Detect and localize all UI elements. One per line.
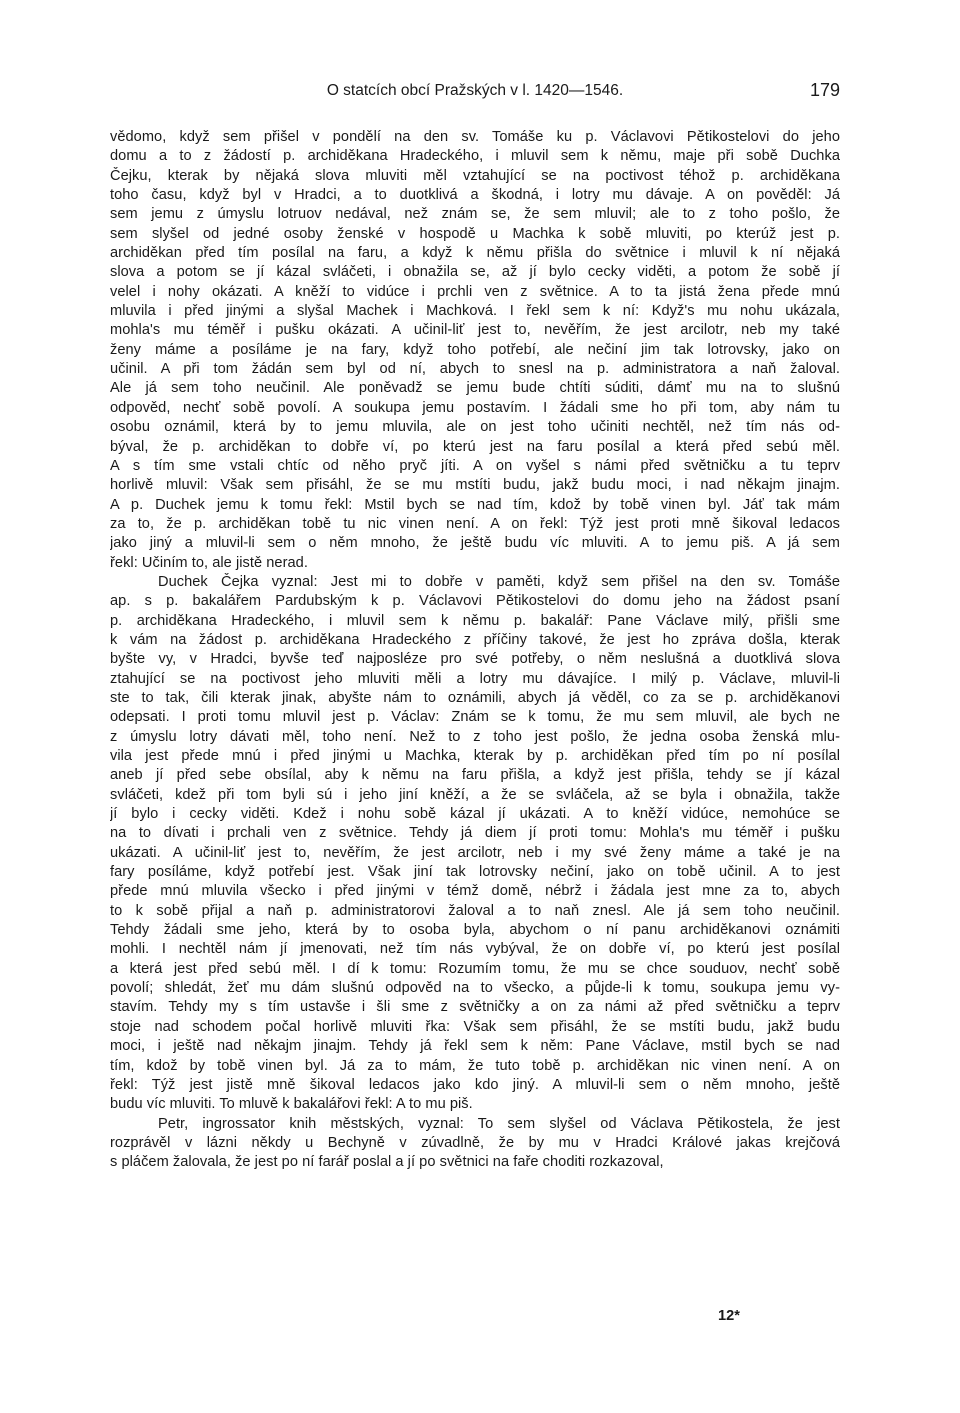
text-line: řekl: Učiním to, ale jistě nerad. bbox=[110, 554, 308, 571]
text-line: jako jiný a mluvil-li sem o něm mnoho, že ještě budu víc mluviti. A to jemu piš. A já sem bbox=[110, 535, 840, 552]
text-line: z úmyslu lotry dávati měl, toho není. Než to z toho jest pošlo, že jedna osoba ženská mlu- bbox=[110, 728, 840, 745]
text-line: ztahující se na poctivost jeho mluviti měli a lotry mu dávajíce. I milý p. Václave, mluvil-li bbox=[110, 670, 840, 687]
text-line: vila jest přede mnú i před jinými u Machka, kterak by p. archiděkan před tím po ní posílal bbox=[110, 748, 840, 764]
signature-mark: 12* bbox=[718, 1308, 740, 1324]
page-number: 179 bbox=[809, 80, 840, 100]
text-line: to k sobě přijal a naň p. administratorovi žaloval a to naň znesl. Ale já sem toho neučinil. bbox=[110, 902, 840, 919]
running-head: O statcích obcí Pražských v l. 1420—1546. bbox=[326, 82, 624, 99]
text-line: býval, že p. archiděkan to dobře ví, po kterú jest na faru posílal a která před sebú měl. bbox=[110, 438, 840, 455]
text-line: rozprávěl v lázni někdy u Bechyně v zúvadlně, že by mu v Hradci Králové jakas krejčová bbox=[110, 1134, 840, 1151]
text-line: sem slyšel od jedné osoby ženské v hospodě u Machka k sobě mluviti, po kterúž jest p. bbox=[110, 225, 840, 242]
page-header bbox=[110, 78, 840, 106]
text-line: slova a potom se jí kázal svláčeti, i obnažila se, až jí bylo cecky viděti, a potom že sobě jí bbox=[110, 264, 840, 281]
text-line: horlivě mluvil: Však sem přisáhl, že se mu mstíti budu, jakž budu moci, i nad někajm jinajm. bbox=[110, 477, 840, 494]
text-line: vědomo, když sem přišel v pondělí na den sv. Tomáše ku p. Václavovi Pětikostelovi do jeho bbox=[110, 129, 840, 145]
text-line: ukázati. A učinil-liť jest to, nevěřím, že jest arcilotr, neb i my své ženy máme a také je na bbox=[110, 844, 840, 861]
text-line: za to, že p. archiděkan tobě tu nic vinen není. A on řekl: Týž jest proti mně šikoval ledacos bbox=[110, 515, 840, 532]
text-line: fary posíláme, když potřebí jest. Však jiní tak lotrovsky nečiní, jako on tobě učinil. A to jest bbox=[110, 864, 840, 881]
text-line: Ale já sem toho neučinil. Ale poněvadž se jemu bude chtíti súditi, dámť mu na to slušnú bbox=[110, 380, 840, 397]
text-line: na to dívati i prchali ven z světnice. Tehdy já diem jí proti tomu: Mohla's mu téměř i pušku bbox=[110, 825, 840, 842]
text-line: toho času, když byl v Hradci, a to duotklivá a škodná, i lotry mu dávaje. A on pověděl: Já bbox=[110, 187, 840, 204]
text-line: domu a to z žádostí p. archiděkana Hradeckého, i mluvil sem k němu, maje při sobě Duchka bbox=[110, 148, 840, 165]
text-line: odepsati. I proti tomu mluvil jest p. Václav: Znám se k tomu, že mu sem mluvil, ale bych ne bbox=[110, 709, 840, 726]
text-line: Čejku, kterak by nějaká slova mluviti měl vztahující se na poctivost téhož p. archiděkana bbox=[110, 167, 840, 184]
text-line: stavím. Tehdy my s tím ustavše i šli sme z světničky a on za námi až před světničku a teprv bbox=[110, 999, 840, 1016]
text-line: svláčeti, kdež při tom byli sú i jeho jiní kněží, a že se svláčela, až se byla i obnažila, takže bbox=[110, 786, 840, 803]
text-line: archiděkan před tím posílal na faru, a když k němu přišla do světnice i mluvil k ní nějaká bbox=[110, 245, 840, 262]
text-line: mohla's mu téměř i pušku okázati. A učinil-liť jest to, nevěřím, že jest arcilotr, neb my také bbox=[110, 322, 840, 339]
text-line: velel i nohy okázati. A kněží to vidúce i prchli ven z světnice. A to ta jistá žena přede mnú bbox=[110, 283, 840, 300]
text-line: osobu oznámil, která by to jemu mluvila, ale on jest toho učiniti nechtěl, než tím nás od- bbox=[110, 419, 840, 436]
text-line: Duchek Čejka vyznal: Jest mi to dobře v paměti, když sem přišel na den sv. Tomáše bbox=[158, 573, 840, 590]
text-line: a která jest před sebú měl. I dí k tomu: Rozumím tomu, že mu se chce souduov, nechť sobě bbox=[110, 960, 840, 977]
text-line: aneb jí před sebe obsílal, aby k němu na faru přišla, a když jest přišla, tehdy se jí kázal bbox=[110, 767, 840, 784]
text-line: moci, i ještě nad někajm jinajm. Tehdy já řekl sem k něm: Pane Václave, mstil bych se nad bbox=[110, 1038, 840, 1055]
text-line: Petr, ingrossator knih městských, vyznal: To sem slyšel od Václava Pětikostela, že jest bbox=[158, 1115, 840, 1132]
text-line: A p. Duchek jemu k tomu řekl: Mstil bych se nad tím, kdož by tobě vinen byl. Jáť tak mám bbox=[110, 496, 840, 513]
text-line: A s tím sme vstali chtíc od něho pryč jíti. A on vyšel s námi před světničku a tu teprv bbox=[110, 457, 840, 474]
text-line: s pláčem žalovala, že jest po ní farář poslal a jí po světnici na faře choditi rozkazoval, bbox=[110, 1154, 664, 1171]
text-line: přede mnú mluvila všecko i před jinými v témž domě, nébrž i žádala jest mne za to, abych bbox=[110, 883, 840, 900]
text-line: jí bylo i cecky viděti. Kdež i nohu sobě kázal jí ukázati. A to kněží vidúce, nemohúce se bbox=[110, 806, 840, 823]
text-line: ženy máme a posíláme je na fary, když toho potřebí, ale nečiní jim tak lotrovsky, jako on bbox=[110, 341, 840, 358]
text-line: budu víc mluviti. To mluvě k bakalářovi řekl: A to mu piš. bbox=[110, 1096, 473, 1113]
text-line: mluvila i před jinými a slyšal Machek i Machková. I řekl sem k ní: Když's mu nohu ukázala, bbox=[110, 303, 840, 320]
text-line: Tehdy žádali sme jeho, která by to osoba byla, abychom o ní panu archiděkanovi oznámiti bbox=[110, 922, 840, 939]
text-line: stoje nad schodem počal horlivě mluviti řka: Však sem přisáhl, že se mstíti budu, jakž budu bbox=[110, 1018, 840, 1035]
text-line: k vám na žádost p. archiděkana Hradeckého z příčiny takové, že jest ho zpráva došla, kterak bbox=[110, 631, 840, 648]
text-line: odpověd, nechť sobě povolí. A soukupa jemu postavím. I žádali sme ho při tom, aby nám tu bbox=[110, 399, 840, 416]
text-line: mohli. I nechtěl nám jí jmenovati, než tím nás vybýval, že on dobře ví, po kterú jest posílal bbox=[110, 941, 840, 958]
text-line: tím, kdož by tobě vinen byl. Já za to mám, že tuto tobě p. archiděkan nic vinen není. A on bbox=[110, 1057, 840, 1074]
text-line: ste to tak, čili kterak jinak, abyšte nám to oznámili, abych já věděl, co za se p. archiděkanovi bbox=[110, 689, 840, 706]
text-line: povolí; shledát, žeť mu dám slušnú odpověd na to všecko, a půjde-li k tomu, soukupa jemu vy- bbox=[110, 980, 840, 997]
text-line: řekl: Týž jest jistě mně šikoval ledacos jako kdo jiný. A mluvil-li sem o něm mnoho, ještě bbox=[110, 1076, 840, 1093]
body-text bbox=[110, 128, 840, 1173]
text-line: p. archiděkana Hradeckého, i mluvil sem k němu p. bakalář: Pane Václave milý, přišli sme bbox=[110, 612, 840, 629]
text-line: byšte vy, v Hradci, byvše teď najposléze pro své potřeby, o něm neslušná a duotklivá slova bbox=[110, 651, 840, 668]
text-line: ap. s p. bakalářem Pardubským k p. Václavovi Pětikostelovi do domu jeho na žádost psaní bbox=[110, 593, 840, 610]
text-line: sem jemu z úmyslu lotruov nedával, než znám se, že sem mluvil; ale to z toho pošlo, že bbox=[110, 206, 840, 223]
text-line: učinil. A při tom žádán sem byl od ní, abych to snesl na p. administratora a naň žaloval. bbox=[110, 361, 840, 378]
